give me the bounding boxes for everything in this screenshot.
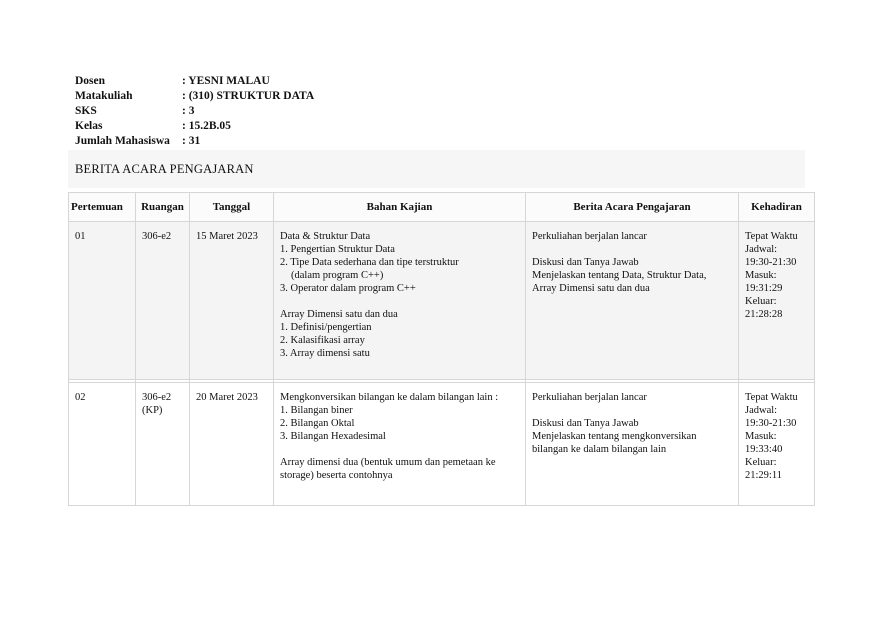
info-value: : (310) STRUKTUR DATA xyxy=(182,90,315,102)
table-header-row xyxy=(69,193,815,222)
tanggal-value: 20 Maret 2023 xyxy=(196,392,258,403)
ruangan-value: 306-e2 xyxy=(142,392,172,403)
info-label: Jumlah Mahasiswa xyxy=(75,135,170,147)
kehadiran-line: 19:31:29 xyxy=(745,283,783,294)
cell-tanggal xyxy=(190,383,274,506)
info-value: : 31 xyxy=(182,135,201,147)
bahan-line: 1. Definisi/pengertian xyxy=(280,322,372,333)
info-row-matakuliah xyxy=(75,89,314,104)
bahan-line: Mengkonversikan bilangan ke dalam bilangan lain : xyxy=(280,392,499,403)
cell-bahan-kajian xyxy=(274,222,526,380)
kehadiran-line: Masuk: xyxy=(745,270,777,281)
kehadiran-line: Jadwal: xyxy=(745,405,778,416)
table-row xyxy=(69,222,815,380)
info-label: Dosen xyxy=(75,75,106,87)
berita-line: Perkuliahan berjalan lancar xyxy=(532,231,647,242)
bahan-blank xyxy=(280,295,519,308)
info-row-jumlah-mahasiswa xyxy=(75,134,314,149)
cell-pertemuan xyxy=(69,222,136,380)
info-label: Matakuliah xyxy=(75,90,133,102)
info-label: SKS xyxy=(75,105,97,117)
bahan-line: 3. Operator dalam program C++ xyxy=(280,283,416,294)
info-row-kelas xyxy=(75,119,314,134)
header-pertemuan: Pertemuan xyxy=(69,193,136,222)
header-kehadiran: Kehadiran xyxy=(739,193,815,222)
info-row-sks xyxy=(75,104,314,119)
bahan-line: Array dimensi dua (bentuk umum dan pemetaan ke xyxy=(280,457,496,468)
bahan-line: (dalam program C++) xyxy=(291,270,384,281)
bahan-line: 3. Bilangan Hexadesimal xyxy=(280,431,386,442)
cell-berita-acara xyxy=(526,222,739,380)
page-title: BERITA ACARA PENGAJARAN xyxy=(75,162,254,176)
table-row xyxy=(69,383,815,506)
berita-line: Diskusi dan Tanya Jawab xyxy=(532,418,639,429)
info-row-dosen xyxy=(75,74,314,89)
tanggal-value: 15 Maret 2023 xyxy=(196,231,258,242)
bahan-line: Data & Struktur Data xyxy=(280,231,371,242)
info-value: : 3 xyxy=(182,105,195,117)
cell-bahan-kajian xyxy=(274,383,526,506)
header-bahan-kajian: Bahan Kajian xyxy=(274,193,526,222)
kehadiran-line: 21:29:11 xyxy=(745,470,782,481)
kehadiran-line: Jadwal: xyxy=(745,244,778,255)
cell-tanggal xyxy=(190,222,274,380)
cell-kehadiran xyxy=(739,383,815,506)
berita-blank xyxy=(532,243,732,256)
header-tanggal: Tanggal xyxy=(190,193,274,222)
info-value: : 15.2B.05 xyxy=(182,120,231,132)
berita-blank xyxy=(532,404,732,417)
bahan-line: storage) beserta contohnya xyxy=(280,470,393,481)
berita-line: Diskusi dan Tanya Jawab xyxy=(532,257,639,268)
kehadiran-line: 19:30-21:30 xyxy=(745,418,797,429)
cell-pertemuan xyxy=(69,383,136,506)
berita-line: Perkuliahan berjalan lancar xyxy=(532,392,647,403)
teaching-log-table xyxy=(68,192,815,506)
ruangan-note: (KP) xyxy=(142,405,163,416)
kehadiran-line: Keluar: xyxy=(745,457,777,468)
cell-kehadiran xyxy=(739,222,815,380)
pertemuan-value: 02 xyxy=(75,392,86,403)
kehadiran-line: Tepat Waktu xyxy=(745,231,798,242)
berita-line: Menjelaskan tentang mengkonversikan xyxy=(532,431,697,442)
ruangan-value: 306-e2 xyxy=(142,231,172,242)
cell-ruangan xyxy=(136,383,190,506)
info-value: : YESNI MALAU xyxy=(182,75,270,87)
cell-berita-acara xyxy=(526,383,739,506)
berita-line: bilangan ke dalam bilangan lain xyxy=(532,444,667,455)
bahan-blank xyxy=(280,443,519,456)
header-berita-acara: Berita Acara Pengajaran xyxy=(526,193,739,222)
bahan-line: 3. Array dimensi satu xyxy=(280,348,370,359)
kehadiran-line: Masuk: xyxy=(745,431,777,442)
kehadiran-line: 19:30-21:30 xyxy=(745,257,797,268)
kehadiran-line: 21:28:28 xyxy=(745,309,783,320)
header-ruangan: Ruangan xyxy=(136,193,190,222)
kehadiran-line: Keluar: xyxy=(745,296,777,307)
bahan-line: 1. Bilangan biner xyxy=(280,405,353,416)
kehadiran-line: Tepat Waktu xyxy=(745,392,798,403)
pertemuan-value: 01 xyxy=(75,231,86,242)
course-info xyxy=(75,74,314,149)
bahan-line: Array Dimensi satu dan dua xyxy=(280,309,398,320)
kehadiran-line: 19:33:40 xyxy=(745,444,783,455)
info-label: Kelas xyxy=(75,120,103,132)
bahan-line: 2. Kalasifikasi array xyxy=(280,335,365,346)
cell-ruangan xyxy=(136,222,190,380)
bahan-line: 2. Bilangan Oktal xyxy=(280,418,355,429)
bahan-line: 1. Pengertian Struktur Data xyxy=(280,244,395,255)
berita-line: Array Dimensi satu dan dua xyxy=(532,283,650,294)
berita-line: Menjelaskan tentang Data, Struktur Data, xyxy=(532,270,707,281)
bahan-line: 2. Tipe Data sederhana dan tipe terstruktur xyxy=(280,257,459,268)
